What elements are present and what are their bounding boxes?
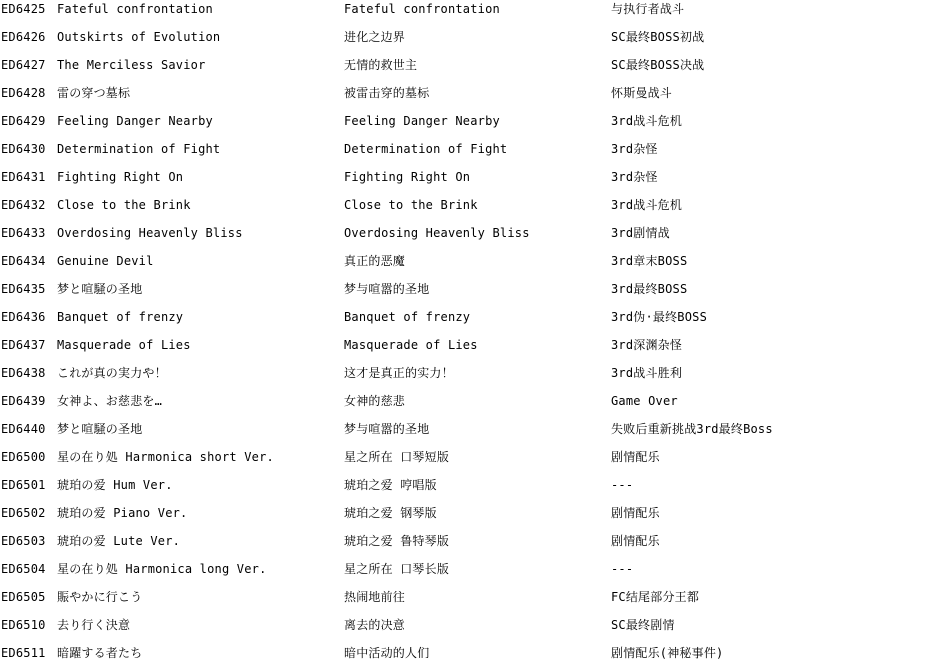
track-id-cell: ED6428	[1, 86, 46, 100]
track-note-cell: 3rd章末BOSS	[611, 254, 688, 268]
track-row	[0, 588, 931, 616]
track-id-cell: ED6435	[1, 282, 46, 296]
track-note-cell: FC结尾部分王都	[611, 590, 700, 604]
track-title-cell: Determination of Fight	[57, 142, 221, 156]
track-title-cell: 琥珀の爱 Lute Ver.	[57, 534, 181, 548]
track-row	[0, 532, 931, 560]
track-cn-title-cell: Banquet of frenzy	[344, 310, 471, 324]
track-id-cell: ED6426	[1, 30, 46, 44]
track-note-cell: 3rd剧情战	[611, 226, 670, 240]
track-row	[0, 644, 931, 672]
track-note-cell: 3rd战斗危机	[611, 198, 683, 212]
track-row	[0, 140, 931, 168]
track-row	[0, 308, 931, 336]
track-row	[0, 168, 931, 196]
track-id-cell: ED6510	[1, 618, 46, 632]
track-row	[0, 224, 931, 252]
track-title-cell: Masquerade of Lies	[57, 338, 191, 352]
track-row	[0, 196, 931, 224]
track-cn-title-cell: 琥珀之爱 钢琴版	[344, 506, 437, 520]
track-cn-title-cell: 离去的决意	[344, 618, 406, 632]
track-id-cell: ED6439	[1, 394, 46, 408]
track-title-cell: Banquet of frenzy	[57, 310, 184, 324]
track-note-cell: Game Over	[611, 394, 678, 408]
track-row	[0, 364, 931, 392]
track-id-cell: ED6440	[1, 422, 46, 436]
track-title-cell: Close to the Brink	[57, 198, 191, 212]
track-id-cell: ED6503	[1, 534, 46, 548]
track-cn-title-cell: 热闹地前往	[344, 590, 406, 604]
track-cn-title-cell: 暗中活动的人们	[344, 646, 430, 660]
track-id-cell: ED6433	[1, 226, 46, 240]
track-id-cell: ED6502	[1, 506, 46, 520]
track-note-cell: 剧情配乐(神秘事件)	[611, 646, 724, 660]
track-title-cell: Genuine Devil	[57, 254, 154, 268]
track-row	[0, 448, 931, 476]
track-note-cell: ---	[611, 478, 634, 492]
track-row	[0, 476, 931, 504]
track-cn-title-cell: 星之所在 口琴短版	[344, 450, 450, 464]
track-cn-title-cell: Close to the Brink	[344, 198, 478, 212]
track-note-cell: 失败后重新挑战3rd最终Boss	[611, 422, 773, 436]
track-id-cell: ED6505	[1, 590, 46, 604]
track-title-cell: Feeling Danger Nearby	[57, 114, 213, 128]
track-cn-title-cell: 梦与喧嚣的圣地	[344, 422, 430, 436]
track-cn-title-cell: 琥珀之爱 哼唱版	[344, 478, 437, 492]
track-id-cell: ED6432	[1, 198, 46, 212]
track-note-cell: SC最终剧情	[611, 618, 675, 632]
track-title-cell: Fighting Right On	[57, 170, 184, 184]
track-row	[0, 420, 931, 448]
track-title-cell: The Merciless Savior	[57, 58, 206, 72]
track-title-cell: 梦と喧騒の圣地	[57, 422, 143, 436]
track-cn-title-cell: 进化之边界	[344, 30, 406, 44]
track-note-cell: 剧情配乐	[611, 534, 660, 548]
track-title-cell: 暗躍する者たち	[57, 646, 143, 660]
track-note-cell: 3rd战斗危机	[611, 114, 683, 128]
track-title-cell: これが真の実力や！	[57, 366, 167, 380]
track-cn-title-cell: Fighting Right On	[344, 170, 471, 184]
track-note-cell: ---	[611, 562, 634, 576]
track-row	[0, 56, 931, 84]
track-row	[0, 28, 931, 56]
track-title-cell: 賑やかに行こう	[57, 590, 143, 604]
track-cn-title-cell: 星之所在 口琴长版	[344, 562, 450, 576]
track-cn-title-cell: Feeling Danger Nearby	[344, 114, 500, 128]
track-title-cell: 梦と喧騒の圣地	[57, 282, 143, 296]
track-note-cell: 3rd战斗胜利	[611, 366, 683, 380]
track-note-cell: 剧情配乐	[611, 506, 660, 520]
track-row	[0, 112, 931, 140]
track-id-cell: ED6434	[1, 254, 46, 268]
track-id-cell: ED6500	[1, 450, 46, 464]
track-id-cell: ED6425	[1, 2, 46, 16]
track-cn-title-cell: Overdosing Heavenly Bliss	[344, 226, 530, 240]
track-title-cell: 琥珀の爱 Hum Ver.	[57, 478, 173, 492]
track-note-cell: 3rd杂怪	[611, 170, 658, 184]
track-id-cell: ED6429	[1, 114, 46, 128]
track-title-cell: Overdosing Heavenly Bliss	[57, 226, 243, 240]
track-cn-title-cell: 被雷击穿的墓标	[344, 86, 430, 100]
track-title-cell: Fateful confrontation	[57, 2, 213, 16]
track-note-cell: 怀斯曼战斗	[611, 86, 673, 100]
track-id-cell: ED6430	[1, 142, 46, 156]
track-cn-title-cell: Masquerade of Lies	[344, 338, 478, 352]
track-row	[0, 280, 931, 308]
track-id-cell: ED6511	[1, 646, 46, 660]
track-title-cell: 雷の穿つ墓标	[57, 86, 131, 100]
track-id-cell: ED6427	[1, 58, 46, 72]
track-row	[0, 560, 931, 588]
track-id-cell: ED6436	[1, 310, 46, 324]
track-row	[0, 252, 931, 280]
track-cn-title-cell: 无情的救世主	[344, 58, 418, 72]
track-title-cell: 女神よ、お慈悲を…	[57, 394, 163, 408]
track-row	[0, 336, 931, 364]
track-row	[0, 84, 931, 112]
track-note-cell: 与执行者战斗	[611, 2, 685, 16]
track-row	[0, 392, 931, 420]
track-id-cell: ED6431	[1, 170, 46, 184]
track-note-cell: 3rd深渊杂怪	[611, 338, 683, 352]
track-title-cell: 星の在り処 Harmonica short Ver.	[57, 450, 274, 464]
track-id-cell: ED6438	[1, 366, 46, 380]
track-row	[0, 616, 931, 644]
track-row	[0, 504, 931, 532]
track-cn-title-cell: 女神的慈悲	[344, 394, 406, 408]
track-cn-title-cell: Fateful confrontation	[344, 2, 500, 16]
track-note-cell: 3rd最终BOSS	[611, 282, 688, 296]
track-note-cell: 3rd杂怪	[611, 142, 658, 156]
track-title-cell: 琥珀の爱 Piano Ver.	[57, 506, 188, 520]
track-id-cell: ED6501	[1, 478, 46, 492]
track-title-cell: 去り行く決意	[57, 618, 131, 632]
track-note-cell: SC最终BOSS决战	[611, 58, 705, 72]
track-note-cell: 3rd伪·最终BOSS	[611, 310, 707, 324]
track-id-cell: ED6504	[1, 562, 46, 576]
track-title-cell: 星の在り処 Harmonica long Ver.	[57, 562, 267, 576]
track-title-cell: Outskirts of Evolution	[57, 30, 221, 44]
track-cn-title-cell: 琥珀之爱 鲁特琴版	[344, 534, 450, 548]
track-cn-title-cell: 真正的恶魔	[344, 254, 406, 268]
track-note-cell: SC最终BOSS初战	[611, 30, 705, 44]
track-id-cell: ED6437	[1, 338, 46, 352]
track-row	[0, 0, 931, 28]
track-cn-title-cell: 这才是真正的实力！	[344, 366, 454, 380]
track-note-cell: 剧情配乐	[611, 450, 660, 464]
track-cn-title-cell: 梦与喧嚣的圣地	[344, 282, 430, 296]
track-cn-title-cell: Determination of Fight	[344, 142, 508, 156]
